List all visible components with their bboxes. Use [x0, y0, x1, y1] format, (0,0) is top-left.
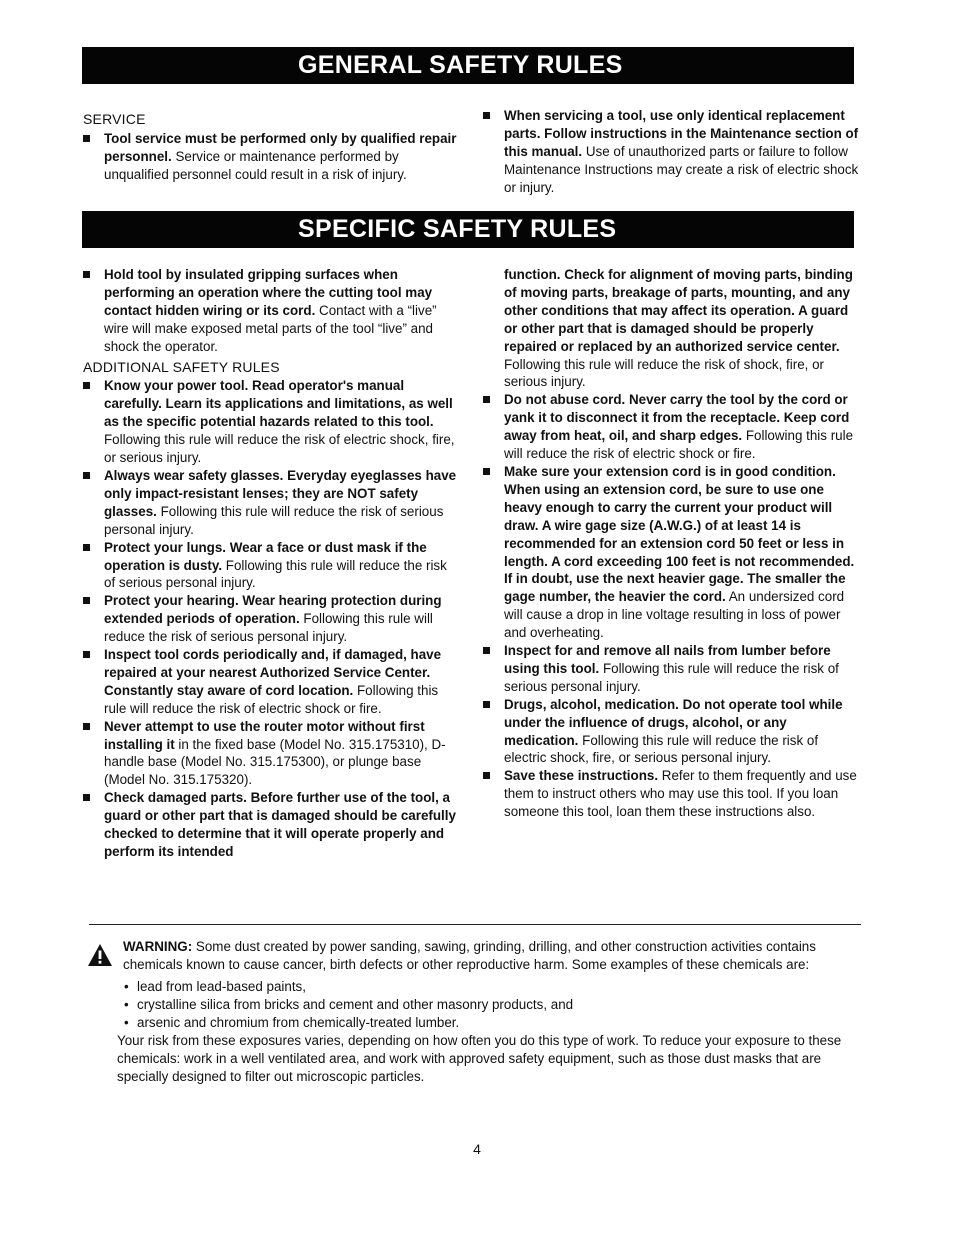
- rule-check-damaged-parts-cont-text: Following this rule will reduce the risk of shock, fire, or serious injury.: [504, 356, 825, 390]
- square-bullet-icon: [83, 544, 90, 551]
- warning-block: [88, 938, 868, 1086]
- rule-extension-cord: [483, 463, 861, 642]
- rule-check-damaged-parts-cont-bold: function. Check for alignment of moving parts, binding of moving parts, breakage of parts, mounting, and any other conditions that may affect its operation. A guard or other part that is damaged should be properly repaired or replaced by an authorized service center.: [504, 267, 853, 354]
- rule-remove-nails: [483, 642, 861, 696]
- rule-drugs-alcohol-bold: Drugs, alcohol, medication. Do not operate tool while under the influence of drugs, alcohol, or any medication.: [504, 696, 843, 748]
- specific-column-left: [83, 266, 458, 861]
- square-bullet-icon: [483, 701, 490, 708]
- rule-save-instructions-text: Refer to them frequently and use them to instruct others who may use this tool. If you loan someone this tool, loan them these instructions also.: [504, 768, 857, 820]
- general-safety-rules-banner: GENERAL SAFETY RULES: [82, 47, 854, 84]
- rule-know-tool-bold: Know your power tool. Read operator's manual carefully. Learn its applications and limitations, as well as the specific potential hazards related to this tool.: [104, 378, 453, 430]
- warning-intro-text: Some dust created by power sanding, sawing, grinding, drilling, and other construction activities contains chemicals known to cause cancer, birth defects or other reproductive harm. Some examples of these chemicals are:: [123, 939, 816, 972]
- rule-check-damaged-parts: [83, 789, 458, 861]
- square-bullet-icon: [83, 382, 90, 389]
- rule-inspect-cords-text: Following this rule will reduce the risk of electric shock or fire.: [104, 682, 439, 716]
- warning-chemicals-list: [123, 978, 868, 1032]
- square-bullet-icon: [483, 396, 490, 403]
- rule-drugs-alcohol: [483, 696, 861, 768]
- rule-check-damaged-parts-continued: [483, 266, 861, 391]
- rule-remove-nails-text: Following this rule will reduce the risk of serious personal injury.: [504, 660, 839, 694]
- rule-safety-glasses-bold: Always wear safety glasses. Everyday eyeglasses have only impact-resistant lenses; they are NOT safety glasses.: [104, 467, 457, 519]
- rule-safety-glasses-text: Following this rule will reduce the risk of serious personal injury.: [104, 503, 444, 537]
- rule-save-instructions: [483, 767, 861, 821]
- rule-protect-lungs: [83, 539, 458, 593]
- rule-protect-hearing: [83, 592, 458, 646]
- specific-safety-rules-banner: SPECIFIC SAFETY RULES: [82, 211, 854, 248]
- square-bullet-icon: [483, 468, 490, 475]
- rule-abuse-cord-text: Following this rule will reduce the risk of electric shock or fire.: [504, 428, 854, 462]
- square-bullet-icon: [483, 647, 490, 654]
- square-bullet-icon: [83, 597, 90, 604]
- rule-save-instructions-bold: Save these instructions.: [504, 768, 659, 784]
- square-bullet-icon: [83, 271, 90, 278]
- rule-insulated-gripping-text: Contact with a “live” wire will make exposed metal parts of the tool “live” and shock the operator.: [104, 302, 437, 354]
- rule-inspect-cords: [83, 646, 458, 718]
- square-bullet-icon: [83, 651, 90, 658]
- rule-insulated-gripping-bold: Hold tool by insulated gripping surfaces when performing an operation where the cutting tool may contact hidden wiring or its cord.: [104, 267, 433, 318]
- rule-abuse-cord: [483, 391, 861, 463]
- section-divider: [89, 924, 861, 925]
- warning-triangle-icon: [88, 944, 112, 966]
- service-item-identical-parts: [483, 107, 861, 197]
- rule-protect-lungs-bold: Protect your lungs. Wear a face or dust mask if the operation is dusty.: [104, 539, 427, 573]
- service-item-qualified: [83, 130, 458, 184]
- warning-tail: Your risk from these exposures varies, depending on how often you do this type of work. To reduce your exposure to these chemicals: work in a well ventilated area, and work with approved safety equipment, such as those dust masks that are specially designed to filter out microscopic particles.: [117, 1033, 842, 1084]
- page-number: 4: [473, 1141, 481, 1157]
- square-bullet-icon: [83, 723, 90, 730]
- service-heading: SERVICE: [83, 111, 146, 127]
- rule-know-tool: [83, 377, 458, 467]
- rule-protect-hearing-bold: Protect your hearing. Wear hearing protection during extended periods of operation.: [104, 593, 442, 627]
- rule-protect-hearing-text: Following this rule will reduce the risk of serious personal injury.: [104, 611, 433, 645]
- rule-remove-nails-bold: Inspect for and remove all nails from lumber before using this tool.: [504, 643, 831, 676]
- service-column-right: [483, 107, 861, 197]
- square-bullet-icon: [83, 135, 90, 142]
- list-item: • lead from lead-based paints,: [123, 978, 868, 996]
- rule-drugs-alcohol-text: Following this rule will reduce the risk of electric shock, fire, or serious personal injury.: [504, 732, 819, 766]
- additional-safety-rules-heading: ADDITIONAL SAFETY RULES: [83, 358, 280, 375]
- service-item-identical-parts-text: Use of unauthorized parts or failure to follow Maintenance Instructions may create a risk of electric shock or injury.: [504, 143, 859, 195]
- warning-intro: [123, 938, 868, 974]
- service-item-identical-parts-bold: When servicing a tool, use only identical replacement parts. Follow instructions in the Maintenance section of this manual.: [504, 108, 859, 159]
- service-item-qualified-bold: Tool service must be performed only by qualified repair personnel.: [104, 130, 457, 164]
- rule-abuse-cord-bold: Do not abuse cord. Never carry the tool by the cord or yank it to disconnect it from the receptacle. Keep cord away from heat, oil, and sharp edges.: [504, 392, 850, 444]
- rule-safety-glasses: [83, 467, 458, 539]
- service-column-left: [83, 111, 458, 184]
- rule-router-motor: [83, 718, 458, 790]
- rule-insulated-gripping: [83, 266, 458, 356]
- rule-protect-lungs-text: Following this rule will reduce the risk of serious personal injury.: [104, 557, 447, 591]
- rule-router-motor-text: in the fixed base (Model No. 315.175310), D-handle base (Model No. 315.175300), or plunge base (Model No. 315.175320).: [104, 736, 446, 788]
- rule-extension-cord-bold: Make sure your extension cord is in good condition. When using an extension cord, be sure to use one heavy enough to carry the current your product will draw. A wire gage size (A.W.G.) of at least 14 is recommended for an extension cord 50 feet or less in length. A cord exceeding 100 feet is not recommended. If in doubt, use the next heavier gage. The smaller the gage number, the heavier the cord.: [504, 463, 855, 605]
- square-bullet-icon: [83, 794, 90, 801]
- rule-check-damaged-parts-bold: Check damaged parts. Before further use of the tool, a guard or other part that is damaged should be carefully checked to determine that it will operate properly and perform its intended: [104, 790, 456, 859]
- rule-router-motor-bold: Never attempt to use the router motor without first installing it: [104, 718, 425, 752]
- rule-know-tool-text: Following this rule will reduce the risk of electric shock, fire, or serious injury.: [104, 432, 455, 466]
- square-bullet-icon: [483, 772, 490, 779]
- rule-extension-cord-text: An undersized cord will cause a drop in line voltage resulting in loss of power and overheating.: [504, 589, 845, 641]
- service-item-qualified-text: Service or maintenance performed by unqualified personnel could result in a risk of injury.: [104, 148, 407, 182]
- specific-column-right: [483, 266, 861, 821]
- list-item: • crystalline silica from bricks and cement and other masonry products, and: [123, 996, 868, 1014]
- rule-inspect-cords-bold: Inspect tool cords periodically and, if damaged, have repaired at your nearest Authorized Service Center. Constantly stay aware of cord location.: [104, 647, 442, 698]
- square-bullet-icon: [483, 112, 490, 119]
- list-item: • arsenic and chromium from chemically-treated lumber.: [123, 1014, 868, 1032]
- warning-label: WARNING:: [123, 939, 193, 954]
- square-bullet-icon: [83, 472, 90, 479]
